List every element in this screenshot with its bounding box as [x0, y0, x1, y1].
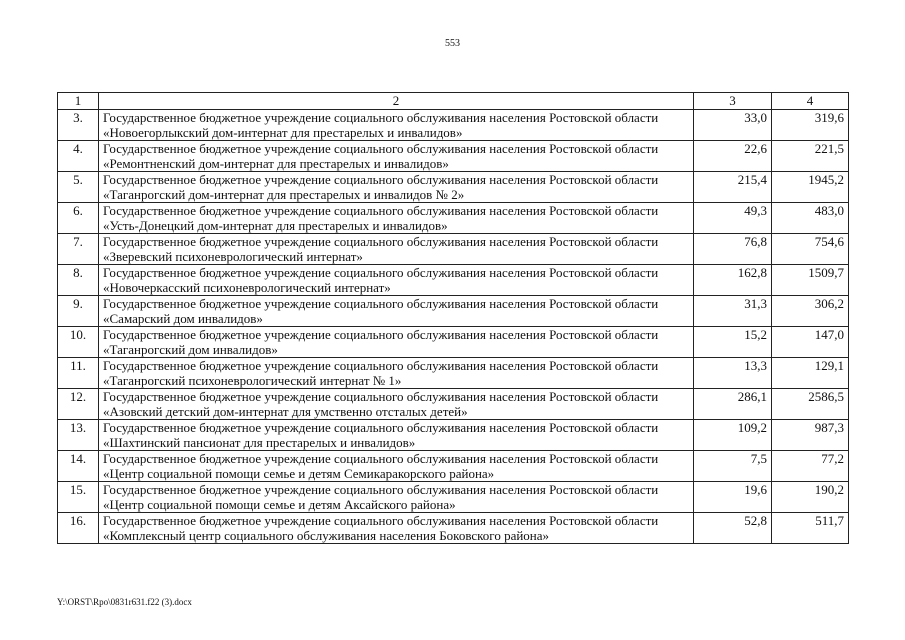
institution-name-cell: Государственное бюджетное учреждение социального обслуживания населения Ростовской области «Новоегорлыкский дом-интернат для престарелых и инвалидов»	[99, 110, 694, 141]
value-1-cell: 7,5	[694, 451, 772, 482]
value-2-cell: 987,3	[772, 420, 849, 451]
institution-name-cell: Государственное бюджетное учреждение социального обслуживания населения Ростовской области «Центр социальной помощи семье и детям Аксайского района»	[99, 482, 694, 513]
value-1-cell: 19,6	[694, 482, 772, 513]
table-row	[58, 389, 849, 420]
value-2-cell: 147,0	[772, 327, 849, 358]
table-row	[58, 203, 849, 234]
row-number-cell: 9.	[58, 296, 99, 327]
footer-file-path: Y:\ORST\Rpo\0831r631.f22 (3).docx	[57, 597, 192, 607]
value-1-cell: 33,0	[694, 110, 772, 141]
institution-name-cell: Государственное бюджетное учреждение социального обслуживания населения Ростовской области «Комплексный центр социального обслуживания населения Боковского района»	[99, 513, 694, 544]
row-number-cell: 12.	[58, 389, 99, 420]
column-header-number: 1	[58, 93, 99, 110]
value-1-cell: 76,8	[694, 234, 772, 265]
row-number-cell: 10.	[58, 327, 99, 358]
row-number-cell: 5.	[58, 172, 99, 203]
institution-name-cell: Государственное бюджетное учреждение социального обслуживания населения Ростовской области «Самарский дом инвалидов»	[99, 296, 694, 327]
value-2-cell: 306,2	[772, 296, 849, 327]
row-number-cell: 8.	[58, 265, 99, 296]
row-number-cell: 11.	[58, 358, 99, 389]
row-number-cell: 16.	[58, 513, 99, 544]
value-1-cell: 52,8	[694, 513, 772, 544]
table-row	[58, 234, 849, 265]
row-number-cell: 13.	[58, 420, 99, 451]
value-1-cell: 286,1	[694, 389, 772, 420]
value-1-cell: 109,2	[694, 420, 772, 451]
table-row	[58, 482, 849, 513]
column-header-name: 2	[99, 93, 694, 110]
institution-name-cell: Государственное бюджетное учреждение социального обслуживания населения Ростовской области «Усть-Донецкий дом-интернат для престарелых и инвалидов»	[99, 203, 694, 234]
value-2-cell: 2586,5	[772, 389, 849, 420]
table-row	[58, 327, 849, 358]
institution-name-cell: Государственное бюджетное учреждение социального обслуживания населения Ростовской области «Новочеркасский психоневрологический интернат»	[99, 265, 694, 296]
row-number-cell: 15.	[58, 482, 99, 513]
column-header-value-2: 4	[772, 93, 849, 110]
row-number-cell: 7.	[58, 234, 99, 265]
value-2-cell: 129,1	[772, 358, 849, 389]
institution-name-cell: Государственное бюджетное учреждение социального обслуживания населения Ростовской области «Ремонтненский дом-интернат для престарелых и инвалидов»	[99, 141, 694, 172]
value-1-cell: 215,4	[694, 172, 772, 203]
institution-name-cell: Государственное бюджетное учреждение социального обслуживания населения Ростовской области «Таганрогский дом-интернат для престарелых и инвалидов № 2»	[99, 172, 694, 203]
value-2-cell: 511,7	[772, 513, 849, 544]
value-1-cell: 49,3	[694, 203, 772, 234]
institution-name-cell: Государственное бюджетное учреждение социального обслуживания населения Ростовской области «Таганрогский дом инвалидов»	[99, 327, 694, 358]
row-number-cell: 6.	[58, 203, 99, 234]
table-row	[58, 265, 849, 296]
table-row	[58, 358, 849, 389]
institution-name-cell: Государственное бюджетное учреждение социального обслуживания населения Ростовской области «Центр социальной помощи семье и детям Семикаракорского района»	[99, 451, 694, 482]
row-number-cell: 4.	[58, 141, 99, 172]
table-body	[58, 110, 849, 544]
table-row	[58, 513, 849, 544]
value-1-cell: 13,3	[694, 358, 772, 389]
row-number-cell: 3.	[58, 110, 99, 141]
value-2-cell: 190,2	[772, 482, 849, 513]
value-2-cell: 221,5	[772, 141, 849, 172]
page-number: 553	[445, 38, 460, 49]
value-1-cell: 162,8	[694, 265, 772, 296]
institution-name-cell: Государственное бюджетное учреждение социального обслуживания населения Ростовской области «Шахтинский пансионат для престарелых и инвалидов»	[99, 420, 694, 451]
value-2-cell: 77,2	[772, 451, 849, 482]
value-1-cell: 31,3	[694, 296, 772, 327]
row-number-cell: 14.	[58, 451, 99, 482]
column-header-value-1: 3	[694, 93, 772, 110]
table-row	[58, 172, 849, 203]
value-1-cell: 22,6	[694, 141, 772, 172]
value-2-cell: 754,6	[772, 234, 849, 265]
table-row	[58, 451, 849, 482]
table-header-row	[58, 93, 849, 110]
table-row	[58, 420, 849, 451]
institution-name-cell: Государственное бюджетное учреждение социального обслуживания населения Ростовской области «Зверевский психоневрологический интернат»	[99, 234, 694, 265]
table-row	[58, 141, 849, 172]
institution-name-cell: Государственное бюджетное учреждение социального обслуживания населения Ростовской области «Азовский детский дом-интернат для умственно отсталых детей»	[99, 389, 694, 420]
budget-table	[57, 92, 849, 544]
institution-name-cell: Государственное бюджетное учреждение социального обслуживания населения Ростовской области «Таганрогский психоневрологический интернат № 1»	[99, 358, 694, 389]
value-2-cell: 483,0	[772, 203, 849, 234]
value-1-cell: 15,2	[694, 327, 772, 358]
value-2-cell: 1945,2	[772, 172, 849, 203]
table-row	[58, 296, 849, 327]
value-2-cell: 319,6	[772, 110, 849, 141]
value-2-cell: 1509,7	[772, 265, 849, 296]
table-row	[58, 110, 849, 141]
